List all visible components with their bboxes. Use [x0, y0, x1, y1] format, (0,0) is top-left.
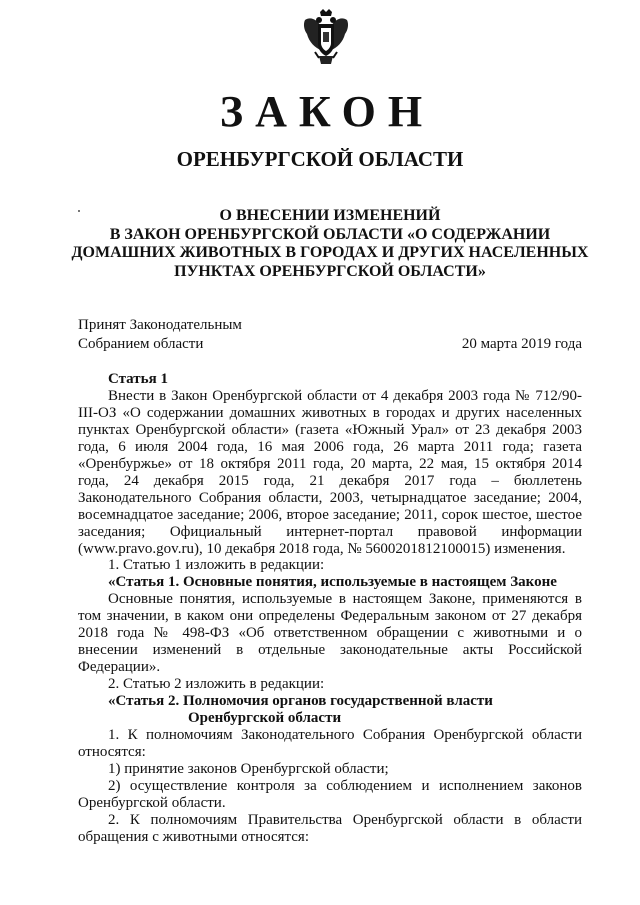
item-1: 1. Статью 1 изложить в редакции:: [108, 557, 325, 574]
article-2-part-1-item-1: 1) принятие законов Оренбургской области;: [108, 760, 389, 777]
subject-line: ДОМАШНИХ ЖИВОТНЫХ В ГОРОДАХ И ДРУГИХ НАСЕЛЕННЫХ: [71, 244, 589, 261]
law-body: [78, 371, 582, 846]
article-2-part-2: 2. К полномочиям Правительства Оренбургской области в области обращения с животными относятся:: [78, 811, 582, 845]
adoption-date: 20 марта 2019 года: [461, 336, 582, 352]
new-article-1-heading: «Статья 1. Основные понятия, используемые в настоящем Законе: [108, 574, 557, 591]
adoption-line: Собранием области: [78, 336, 204, 352]
adoption-info: [78, 316, 242, 354]
article-1-title: Статья 1: [108, 371, 168, 387]
law-title: ЗАКОН: [219, 87, 435, 136]
new-article-2-heading-cont: Оренбургской области: [188, 710, 342, 727]
subject-line: ПУНКТАХ ОРЕНБУРГСКОЙ ОБЛАСТИ»: [174, 262, 486, 280]
new-article-1-text: Основные понятия, используемые в настоящем Законе, применяются в том значении, в каком они определены Федеральным законом от 27 декабря 2018 года № 498-ФЗ «Об ответственном обращении с животными и о внесении изменений в отдельные законодательные акты Российской Федерации».: [78, 591, 582, 676]
article-2-part-1-item-2: 2) осуществление контроля за соблюдением и исполнением законов Оренбургской области.: [78, 777, 582, 811]
subject-line: О ВНЕСЕНИИ ИЗМЕНЕНИЙ: [219, 207, 441, 224]
region-title: ОРЕНБУРГСКОЙ ОБЛАСТИ: [176, 147, 464, 171]
article-2-part-1: 1. К полномочиям Законодательного Собрания Оренбургской области относятся:: [78, 727, 582, 760]
adoption-line: Принят Законодательным: [78, 317, 242, 333]
subject-line: В ЗАКОН ОРЕНБУРГСКОЙ ОБЛАСТИ «О СОДЕРЖАНИИ: [109, 225, 551, 243]
article-1-intro: Внести в Закон Оренбургской области от 4 декабря 2003 года № 712/90-III-ОЗ «О содержании домашних животных в городах и других населенных пунктах Оренбургской области» (газета «Южный Урал» от 23 декабря 2003 года, 6 июля 2004 года, 16 мая 2006 года, 26 марта 2011 года; газета «Оренбуржье» от 18 октября 2011 года, 20 марта, 22 мая, 15 октября 2014 года, 24 декабря 2015 года, 21 декабря 2017 года – бюллетень Законодательного Собрания области, 2003, четырнадцатое заседание; 2004, восемнадцатое заседание; 2006, второе заседание; 2011, сорок шестое, шестое заседания; Официальный интернет-портал правовой информации (www.pravo.gov.ru), 10 декабря 2018 года, № 5600201812100015) изменения.: [78, 387, 582, 557]
item-2: 2. Статью 2 изложить в редакции:: [108, 676, 325, 693]
new-article-2-heading: «Статья 2. Полномочия органов государственной власти: [108, 693, 493, 710]
coat-of-arms-icon: [301, 8, 351, 68]
law-subject: [70, 207, 590, 281]
